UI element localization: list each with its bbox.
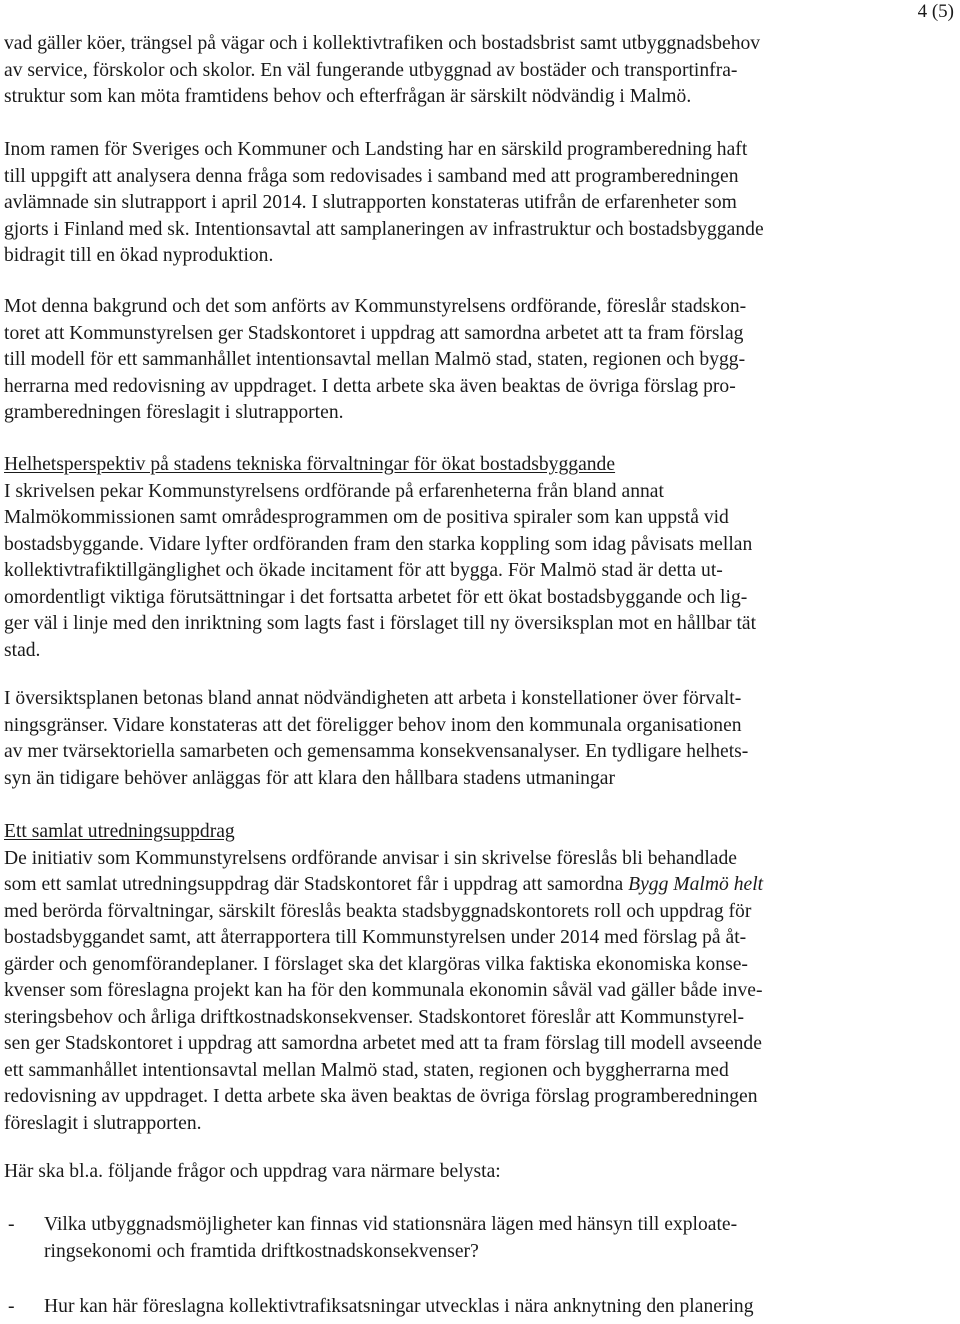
text-line: herrarna med redovisning av uppdraget. I detta arbete ska även beaktas de övriga förslag pro- [4, 375, 736, 397]
text-line: av service, förskolor och skolor. En väl fungerande utbyggnad av bostäder och transportinfra- [4, 59, 738, 81]
text-line: ningsgränser. Vidare konstateras att det föreligger behov inom den kommunala organisationen [4, 714, 742, 736]
bullet-text [44, 1294, 754, 1321]
section-heading: Helhetsperspektiv på stadens tekniska förvaltningar för ökat bostadsbyggande [4, 454, 616, 475]
section-samlat-utredningsuppdrag [4, 819, 763, 1137]
italic-project-name: Bygg Malmö helt [628, 874, 764, 895]
text-line: Mot denna bakgrund och det som anförts av Kommunstyrelsens ordförande, föreslår stadskon- [4, 296, 747, 317]
text-line: I skrivelsen pekar Kommunstyrelsens ordförande på erfarenheterna från bland annat [4, 480, 664, 502]
text-line: med berörda förvaltningar, särskilt föreslås beakta stadsbyggnadskontorets roll och uppdrag för [4, 900, 752, 922]
text-line: ett sammanhållet intentionsavtal mellan Malmö stad, staten, regionen och byggherrarna med [4, 1059, 729, 1081]
text-line [4, 872, 763, 899]
text-line: vad gäller köer, trängsel på vägar och i kollektivtrafiken och bostadsbrist samt utbyggnadsbehov [4, 33, 761, 54]
dash-bullet-icon: - [8, 1214, 15, 1235]
text-line: Vilka utbyggnadsmöjligheter kan finnas vid stationsnära lägen med hänsyn till exploate- [44, 1214, 738, 1235]
text-line: av mer tvärsektoriella samarbeten och gemensamma konsekvensanalyser. En tydligare helhets- [4, 741, 749, 762]
text-line: sen ger Stadskontoret i uppdrag att samordna arbetet med att ta fram förslag till modell avseende [4, 1033, 762, 1054]
text-line: till uppgift att analysera denna fråga som redovisades i samband med att programberedningen [4, 165, 739, 187]
text-line: avlämnade sin slutrapport i april 2014. I slutrapporten konstateras utifrån de erfarenheter som [4, 192, 737, 213]
text-run: som ett samlat utredningsuppdrag där Stadskontoret får i uppdrag att samordna [4, 874, 629, 895]
text-line: stad. [4, 639, 41, 661]
text-line: Inom ramen för Sveriges och Kommuner och Landsting har en särskild programberedning haft [4, 139, 748, 160]
bullet-text [44, 1212, 737, 1265]
text-line: till modell för ett sammanhållet intentionsavtal mellan Malmö stad, staten, regionen och bygg- [4, 349, 746, 370]
page-number: 4 (5) [917, 1, 954, 22]
text-line: syn än tidigare behöver anläggas för att klara den hållbara stadens utmaningar [4, 767, 615, 789]
paragraph-oversiktsplan [4, 686, 748, 792]
text-line: kvenser som föreslagna projekt kan ha för den kommunala ekonomin såväl vad gäller både inve- [4, 980, 763, 1001]
section-helhetsperspektiv [4, 452, 756, 664]
paragraph-questions-intro [4, 1159, 501, 1186]
text-line: Malmökommissionen samt områdesprogrammen om de positiva spiraler som kan uppstå vid [4, 507, 729, 528]
text-line: gramberedningen föreslagit i slutrapporten. [4, 402, 344, 423]
text-line: I översiktsplanen betonas bland annat nödvändigheten att arbeta i konstellationer över förvalt- [4, 688, 742, 709]
text-line: struktur som kan möta framtidens behov och efterfrågan är särskilt nödvändig i Malmö. [4, 86, 692, 107]
paragraph-intro-continuation [4, 31, 760, 111]
text-line: gjorts i Finland med sk. Intentionsavtal att samplaneringen av infrastruktur och bostadsbyggande [4, 218, 764, 240]
text-line: omordentligt viktiga förutsättningar i det fortsatta arbetet för ett ökat bostadsbyggande och lig- [4, 586, 748, 608]
text-line: Hur kan här föreslagna kollektivtrafiksatsningar utvecklas i nära anknytning den planering [44, 1296, 754, 1317]
section-heading: Ett samlat utredningsuppdrag [4, 821, 235, 842]
text-line: De initiativ som Kommunstyrelsens ordförande anvisar i sin skrivelse föreslås bli behandlade [4, 847, 737, 869]
text-line: gärder och genomförandeplaner. I förslaget ska det klargöras vilka faktiska ekonomiska konse- [4, 953, 748, 975]
text-line: kollektivtrafiktillgänglighet och ökade incitament för att bygga. För Malmö stad är detta ut- [4, 560, 723, 581]
text-line: Här ska bl.a. följande frågor och uppdrag vara närmare belysta: [4, 1161, 501, 1182]
text-line: bidragit till en ökad nyproduktion. [4, 245, 274, 266]
paragraph-proposal [4, 294, 746, 427]
text-line: föreslagit i slutrapporten. [4, 1112, 202, 1134]
text-line: redovisning av uppdraget. I detta arbete ska även beaktas de övriga förslag programberedningen [4, 1086, 758, 1107]
text-line: toret att Kommunstyrelsen ger Stadskontoret i uppdrag att samordna arbetet att ta fram förslag [4, 322, 744, 344]
paragraph-programberedning [4, 137, 764, 270]
text-line: bostadsbyggande. Vidare lyfter ordföranden fram den starka koppling som idag påvisats mellan [4, 533, 753, 555]
dash-bullet-icon: - [8, 1296, 15, 1317]
text-line: ger väl i linje med den inriktning som lagts fast i förslaget till ny översiksplan mot en hållbar tät [4, 613, 757, 634]
text-line: bostadsbyggandet samt, att återrapportera till Kommunstyrelsen under 2014 med förslag på åt- [4, 927, 747, 948]
text-line: ringsekonomi och framtida driftkostnadskonsekvenser? [44, 1240, 479, 1262]
text-line: steringsbehov och årliga driftkostnadskonsekvenser. Stadskontoret föreslår att Kommunstyrel- [4, 1006, 745, 1028]
